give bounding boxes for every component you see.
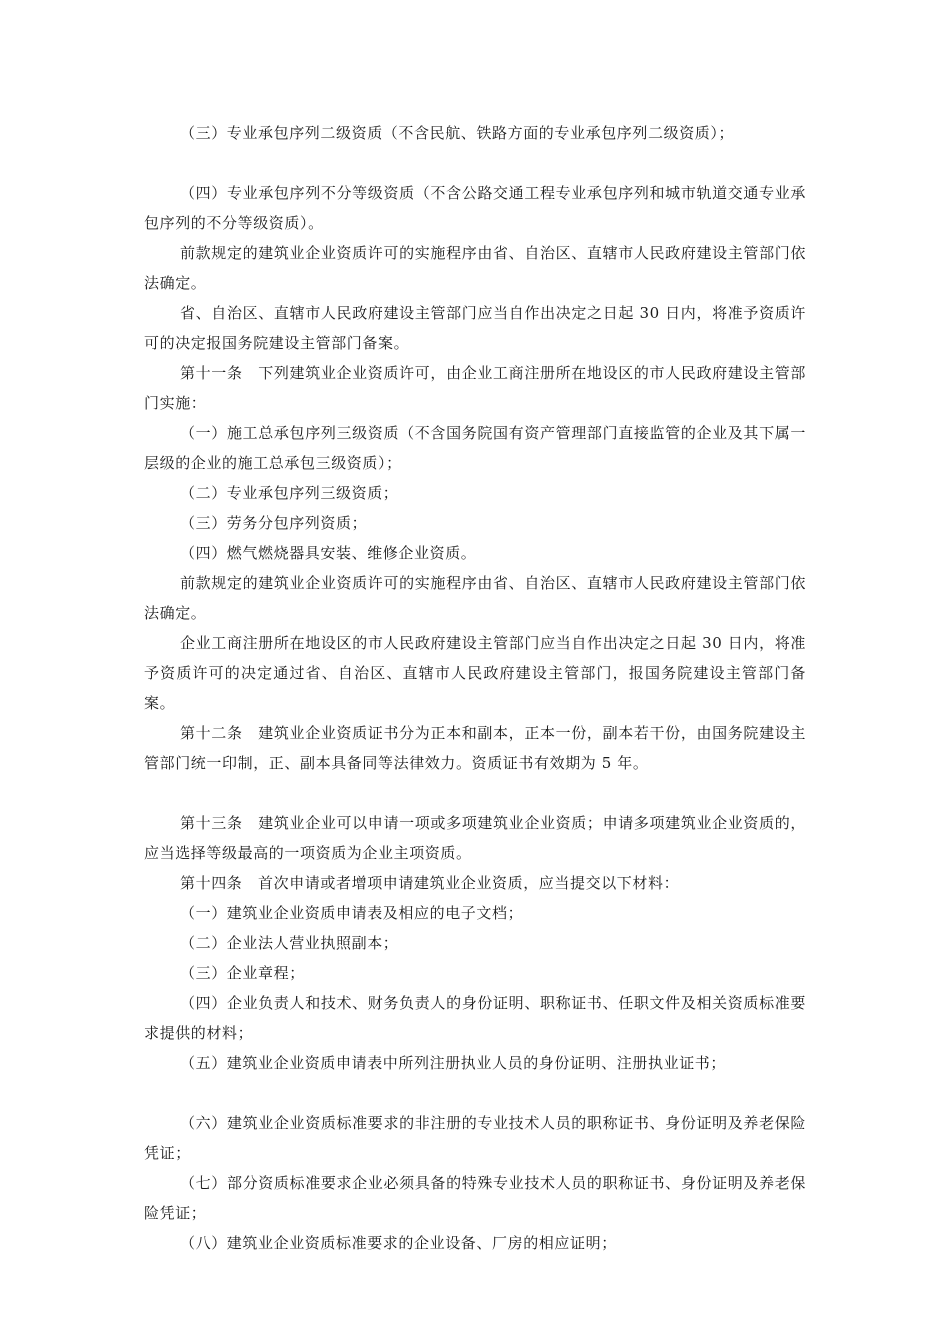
paragraph: 前款规定的建筑业企业资质许可的实施程序由省、自治区、直辖市人民政府建设主管部门依法确定。: [144, 244, 806, 292]
paragraph: （六）建筑业企业资质标准要求的非注册的专业技术人员的职称证书、身份证明及养老保险凭证；: [144, 1114, 806, 1162]
paragraph: （一）施工总承包序列三级资质（不含国务院国有资产管理部门直接监管的企业及其下属一层级的企业的施工总承包三级资质）；: [144, 424, 806, 472]
paragraph: 企业工商注册所在地设区的市人民政府建设主管部门应当自作出决定之日起 30 日内，将准予资质许可的决定通过省、自治区、直辖市人民政府建设主管部门，报国务院建设主管部门备案。: [144, 634, 806, 712]
paragraph: （二）专业承包序列三级资质；: [180, 484, 399, 502]
paragraph: （三）专业承包序列二级资质（不含民航、铁路方面的专业承包序列二级资质）；: [180, 124, 735, 142]
paragraph: （四）企业负责人和技术、财务负责人的身份证明、职称证书、任职文件及相关资质标准要求提供的材料；: [144, 994, 806, 1042]
paragraph: （一）建筑业企业资质申请表及相应的电子文档；: [180, 904, 524, 922]
paragraph: （二）企业法人营业执照副本；: [180, 934, 399, 952]
document-page: [144, 118, 806, 1258]
paragraph: （三）企业章程；: [180, 964, 305, 982]
paragraph: （八）建筑业企业资质标准要求的企业设备、厂房的相应证明；: [180, 1234, 617, 1252]
paragraph: （四）专业承包序列不分等级资质（不含公路交通工程专业承包序列和城市轨道交通专业承包序列的不分等级资质）。: [144, 184, 806, 232]
paragraph: 前款规定的建筑业企业资质许可的实施程序由省、自治区、直辖市人民政府建设主管部门依法确定。: [144, 574, 806, 622]
article-11: 第十一条 下列建筑业企业资质许可，由企业工商注册所在地设区的市人民政府建设主管部门实施：: [144, 364, 806, 412]
article-13: 第十三条 建筑业企业可以申请一项或多项建筑业企业资质；申请多项建筑业企业资质的，应当选择等级最高的一项资质为企业主项资质。: [144, 814, 806, 862]
paragraph: （四）燃气燃烧器具安装、维修企业资质。: [180, 544, 477, 562]
article-14: 第十四条 首次申请或者增项申请建筑业企业资质，应当提交以下材料：: [180, 874, 680, 892]
article-12: 第十二条 建筑业企业资质证书分为正本和副本，正本一份，副本若干份，由国务院建设主管部门统一印制，正、副本具备同等法律效力。资质证书有效期为 5 年。: [144, 724, 806, 772]
paragraph: （五）建筑业企业资质申请表中所列注册执业人员的身份证明、注册执业证书；: [180, 1054, 727, 1072]
paragraph: 省、自治区、直辖市人民政府建设主管部门应当自作出决定之日起 30 日内，将准予资质许可的决定报国务院建设主管部门备案。: [144, 304, 806, 352]
paragraph: （七）部分资质标准要求企业必须具备的特殊专业技术人员的职称证书、身份证明及养老保险凭证；: [144, 1174, 806, 1222]
paragraph: （三）劳务分包序列资质；: [180, 514, 368, 532]
